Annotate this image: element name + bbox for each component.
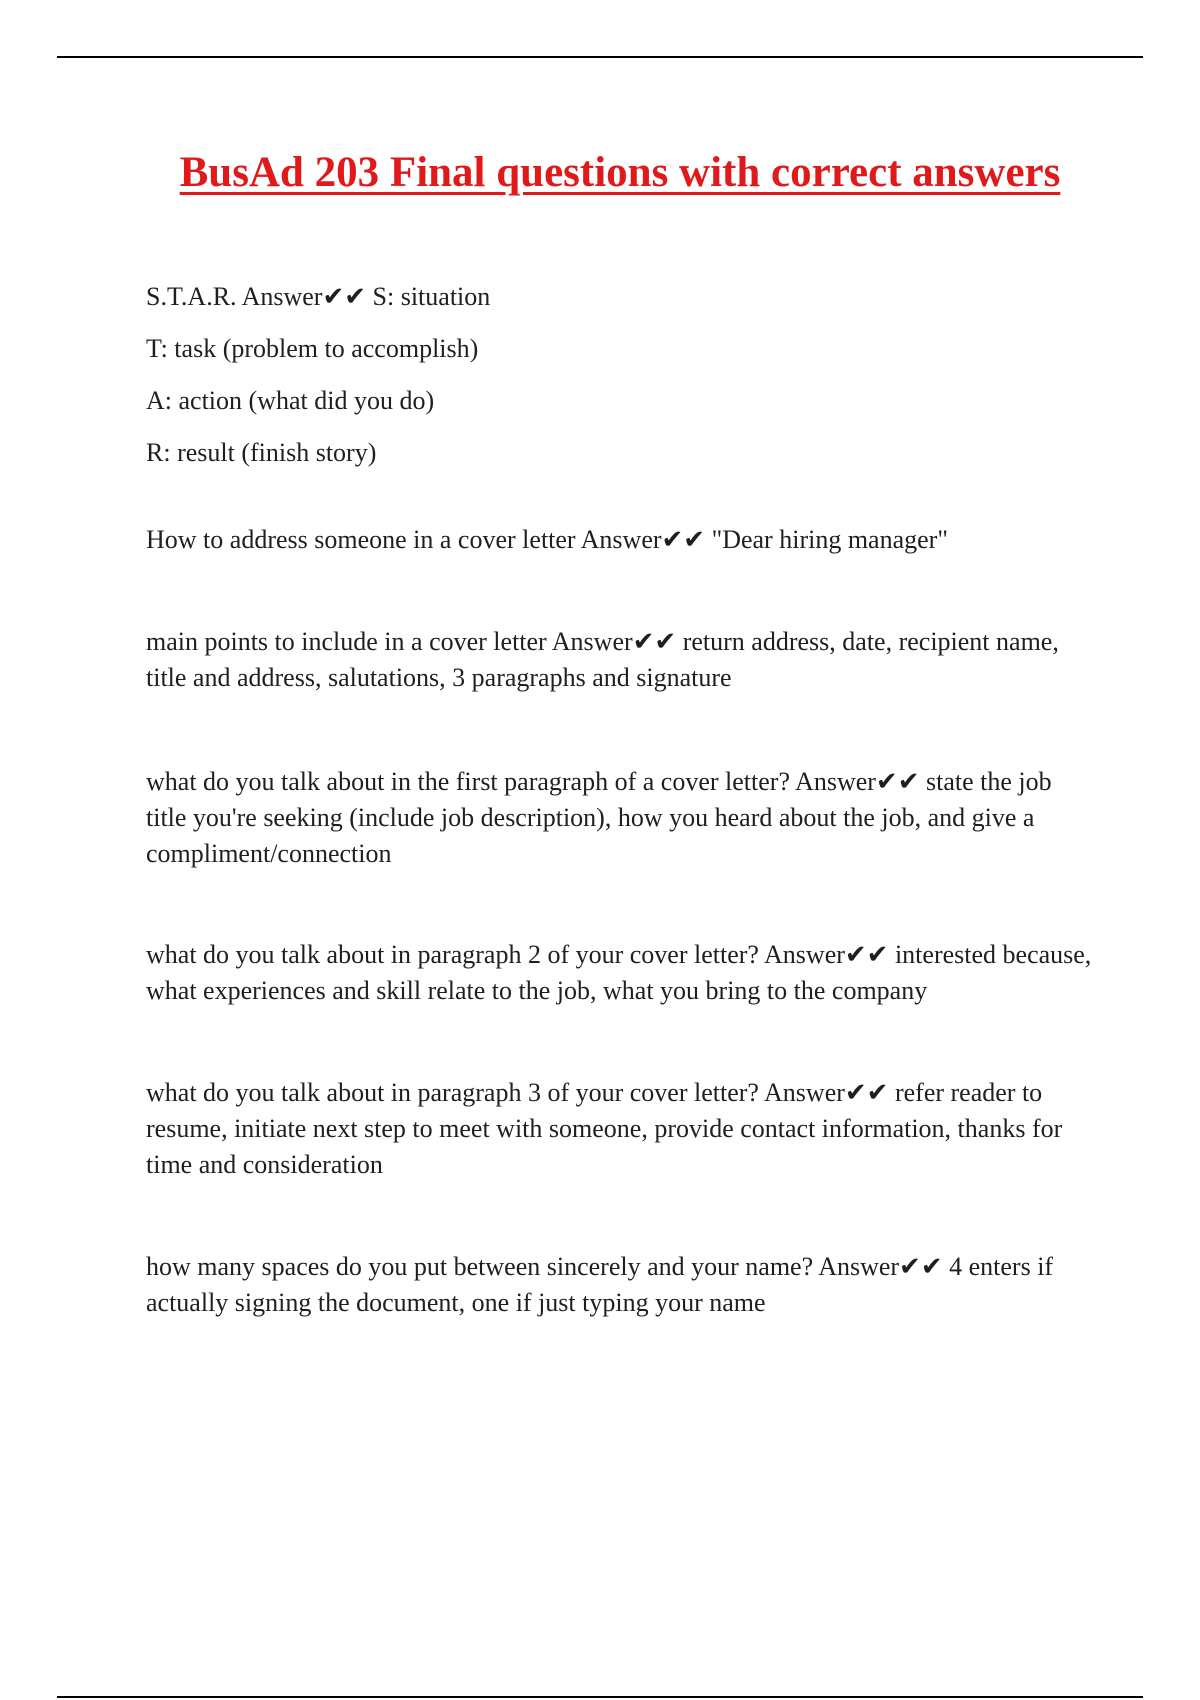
qa-spaces-sincerely: how many spaces do you put between sincerely and your name? Answer✔✔ 4 enters if actually signing the document, one if just typing your name — [146, 1252, 1054, 1317]
qa-cover-letter-address: How to address someone in a cover letter Answer✔✔ "Dear hiring manager" — [146, 525, 948, 554]
star-line-result: R: result (finish story) — [146, 438, 377, 467]
qa-paragraph-2: what do you talk about in paragraph 2 of your cover letter? Answer✔✔ interested because, what experiences and skill relate to the job, what you bring to the company — [146, 940, 1092, 1005]
qa-cover-letter-main-points: main points to include in a cover letter Answer✔✔ return address, date, recipient name, title and address, salutations, 3 paragraphs and signature — [146, 627, 1059, 692]
top-rule — [57, 56, 1143, 58]
qa-first-paragraph: what do you talk about in the first paragraph of a cover letter? Answer✔✔ state the job title you're seeking (include job description), how you heard about the job, and give a compliment/connection — [146, 767, 1052, 868]
qa-paragraph-3: what do you talk about in paragraph 3 of your cover letter? Answer✔✔ refer reader to resume, initiate next step to meet with someone, provide contact information, thanks for time and consideration — [146, 1078, 1063, 1179]
bottom-rule — [57, 1696, 1143, 1698]
star-line-action: A: action (what did you do) — [146, 386, 435, 415]
document-title: BusAd 203 Final questions with correct answers — [179, 149, 1061, 196]
star-line-task: T: task (problem to accomplish) — [146, 334, 479, 363]
document-body — [146, 278, 1096, 1321]
star-line-situation: S.T.A.R. Answer✔✔ S: situation — [146, 282, 491, 311]
